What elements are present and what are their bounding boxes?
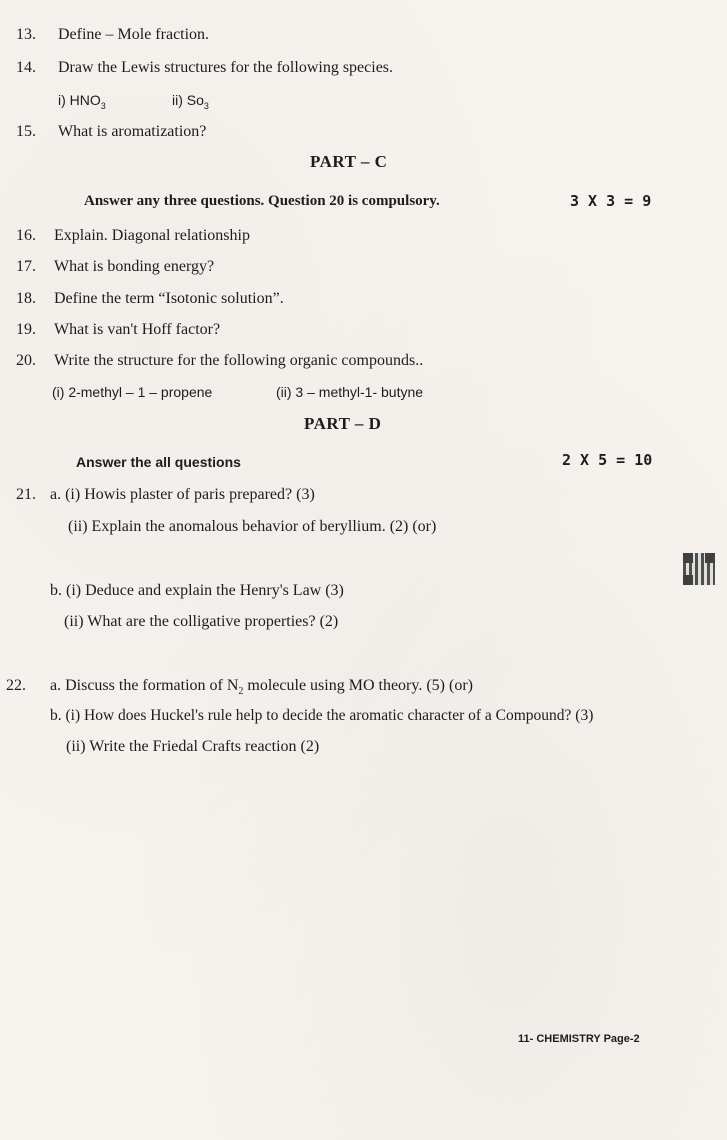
question-text: b. (i) Deduce and explain the Henry's Law (3) — [50, 582, 344, 599]
qr-code-icon — [683, 553, 715, 585]
question-text: What is aromatization? — [58, 123, 207, 140]
question-text: Draw the Lewis structures for the following species. — [58, 59, 394, 76]
option-so3: ii) $So_3$ — [172, 92, 209, 111]
compound-option: (i) 2-methyl – 1 – propene — [52, 384, 213, 400]
part-c-instruction: Answer any three questions. Question 20 is compulsory. — [84, 193, 440, 209]
page-footer: 11- CHEMISTRY Page-2 — [518, 1033, 640, 1045]
question-text: What is bonding energy? — [54, 258, 215, 275]
question-number: 22. — [6, 677, 26, 694]
question-number: 21. — [16, 486, 36, 503]
question-number: 17. — [16, 258, 36, 275]
part-d-instruction: Answer the all questions — [76, 454, 241, 470]
question-text: a. (i) Howis plaster of paris prepared? (3) — [50, 486, 315, 503]
question-number: 16. — [16, 227, 36, 244]
question-number: 20. — [16, 352, 36, 369]
question-number: 15. — [16, 123, 36, 140]
question-number: 19. — [16, 321, 36, 338]
question-text: a. Discuss the formation of $N_2$ molecule using MO theory. (5) (or) — [50, 677, 473, 698]
question-text: (ii) What are the colligative properties? (2) — [64, 613, 339, 630]
question-text: (ii) Write the Friedal Crafts reaction (2) — [66, 738, 320, 755]
question-text: b. (i) How does Huckel's rule help to decide the aromatic character of a Compound? (3) — [50, 707, 594, 724]
question-text: Write the structure for the following organic compounds.. — [54, 352, 424, 369]
option-hno3: i) $HNO_3$ — [58, 92, 106, 111]
question-text: Define – Mole fraction. — [58, 26, 210, 43]
compound-option: (ii) 3 – methyl-1- butyne — [276, 384, 424, 400]
question-number: 13. — [16, 26, 36, 43]
question-text: Define the term “Isotonic solution”. — [54, 290, 284, 307]
question-text: (ii) Explain the anomalous behavior of beryllium. (2) (or) — [68, 518, 437, 535]
question-text: Explain. Diagonal relationship — [54, 227, 250, 244]
part-d-title: PART – D — [304, 414, 382, 433]
question-number: 14. — [16, 59, 36, 76]
part-c-marks: 3 X 3 = 9 — [570, 192, 652, 210]
question-text: What is van't Hoff factor? — [54, 321, 221, 338]
part-d-marks: 2 X 5 = 10 — [562, 451, 653, 469]
question-number: 18. — [16, 290, 36, 307]
part-c-title: PART – C — [310, 152, 388, 171]
